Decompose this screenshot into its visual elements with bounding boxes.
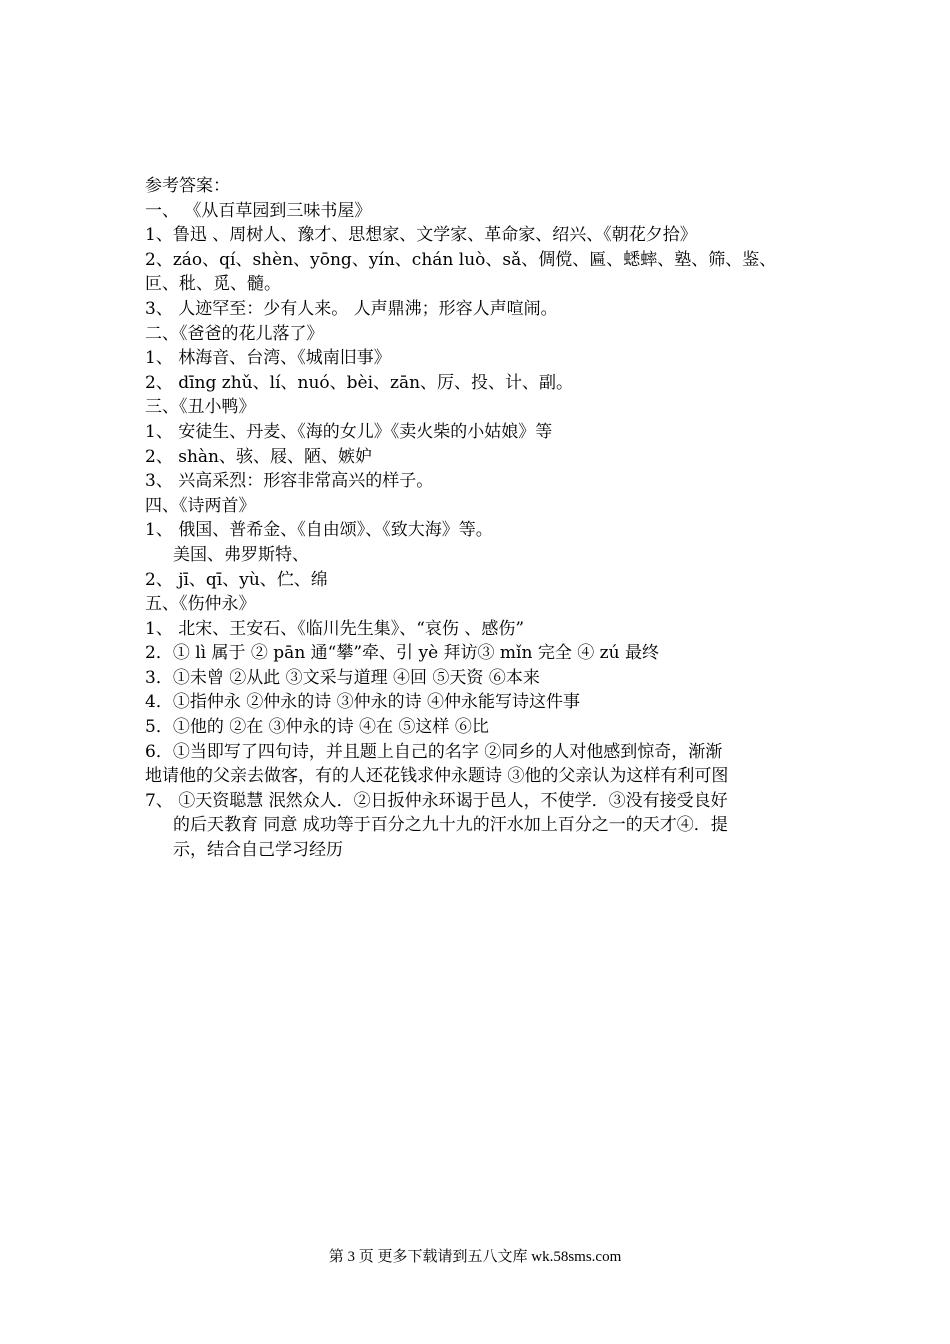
section-4-title: 四、《诗两首》 (145, 495, 256, 516)
answer-line: 1、 俄国、普希金、《自由颂》、《致大海》等。 (145, 520, 493, 541)
section-2-title: 二、《爸爸的花儿落了》 (145, 323, 324, 344)
answer-line: 示，结合自己学习经历 (173, 840, 343, 861)
answer-line: 3、 兴高采烈：形容非常高兴的样子。 (145, 471, 434, 492)
answer-line: 3、 人迹罕至：少有人来。 人声鼎沸；形容人声喧闹。 (145, 298, 558, 319)
answer-line: 4．①指仲永 ②仲永的诗 ③仲永的诗 ④仲永能写诗这件事 (145, 692, 581, 713)
answer-line: 5．①他的 ②在 ③仲永的诗 ④在 ⑤这样 ⑥比 (145, 717, 489, 738)
page-footer: 第 3 页 更多下载请到五八文库 wk.58sms.com (328, 1249, 622, 1265)
section-1-title: 一、 《从百草园到三味书屋》 (145, 200, 372, 221)
answer-line: 1、鲁迅 、周树人、豫才、思想家、文学家、革命家、绍兴、《朝花夕拾》 (145, 225, 697, 246)
answer-line: 2、 shàn、骇、屐、陋、嫉妒 (145, 446, 372, 467)
answer-line: 2、 jī、qī、yù、伫、绵 (145, 569, 328, 590)
answer-line: 2．① lì 属于 ② pān 通“攀”牵、引 yè 拜访③ mǐn 完全 ④ zú 最终 (145, 643, 659, 664)
section-5-title: 五、《伤仲永》 (145, 594, 256, 615)
answer-line: 美国、弗罗斯特、 (173, 544, 309, 565)
answer-line: 1、 安徒生、丹麦、《海的女儿》《卖火柴的小姑娘》等 (145, 421, 553, 442)
answer-line: 2、záo、qí、shèn、yōng、yín、chán luò、sǎ、倜傥、匾、蟋蟀、塾、筛、鉴、 (145, 249, 777, 270)
answer-line: 地请他的父亲去做客，有的人还花钱求仲永题诗 ③他的父亲认为这样有利可图 (145, 766, 729, 787)
answer-line: 的后天教育 同意 成功等于百分之九十九的汗水加上百分之一的天才④．提 (173, 815, 728, 836)
answer-line: 6．①当即写了四句诗，并且题上自己的名字 ②同乡的人对他感到惊奇，渐渐 (145, 741, 723, 762)
answer-line: 叵、秕、觅、髓。 (145, 274, 281, 295)
answer-key-body (145, 174, 825, 863)
answer-line: 3．①未曾 ②从此 ③文采与道理 ④回 ⑤天资 ⑥本来 (145, 667, 540, 688)
answer-line: 1、 北宋、王安石、《临川先生集》、“哀伤 、感伤” (145, 618, 525, 639)
answer-line: 7、 ①天资聪慧 泯然众人．②日扳仲永环谒于邑人，不使学．③没有接受良好 (145, 790, 728, 811)
answer-line: 1、 林海音、台湾、《城南旧事》 (145, 348, 391, 369)
section-3-title: 三、《丑小鸭》 (145, 397, 256, 418)
answer-line: 2、 dīng zhǔ、lí、nuó、bèi、zān、厉、投、计、副。 (145, 372, 574, 393)
answer-heading: 参考答案： (145, 176, 230, 196)
